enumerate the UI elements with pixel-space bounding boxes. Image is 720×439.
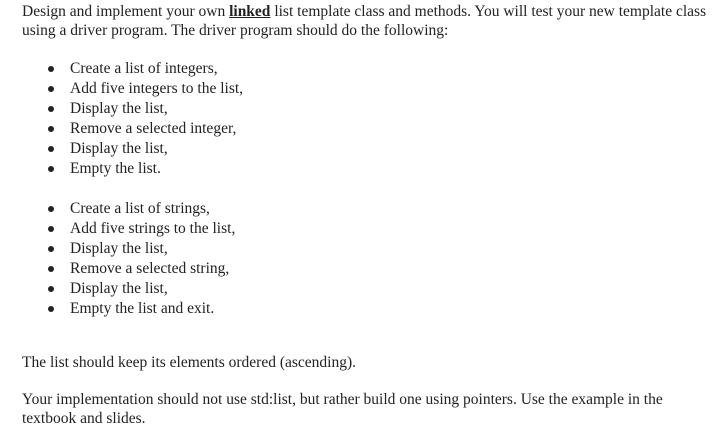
bullet-icon bbox=[48, 146, 54, 152]
bullet-icon bbox=[48, 306, 54, 312]
list-item bbox=[44, 299, 235, 319]
list-item bbox=[44, 219, 235, 239]
list-item bbox=[44, 99, 243, 119]
list-item bbox=[44, 239, 235, 259]
bullet-icon bbox=[48, 126, 54, 132]
implementation-paragraph: Your implementation should not use std:list, but rather build one using pointers. Use the example in the textbook and slides. bbox=[22, 391, 663, 427]
intro-highlight-linked: linked bbox=[229, 3, 271, 20]
intro-paragraph bbox=[22, 2, 714, 40]
intro-text-after: list template class and methods. You will test your new template class using a driver program. The driver program should do the following: bbox=[22, 3, 707, 39]
list-item-text: Remove a selected integer, bbox=[70, 120, 237, 137]
list-item-text: Add five strings to the list, bbox=[70, 220, 236, 237]
bullet-icon bbox=[48, 266, 54, 272]
list-item-text: Create a list of integers, bbox=[70, 60, 218, 77]
list-item bbox=[44, 119, 243, 139]
string-steps-list bbox=[44, 199, 235, 319]
bullet-icon bbox=[48, 86, 54, 92]
list-item bbox=[44, 159, 243, 179]
list-item-text: Display the list, bbox=[70, 280, 168, 297]
ordering-paragraph: The list should keep its elements ordered (ascending). bbox=[22, 354, 357, 371]
bullet-icon bbox=[48, 66, 54, 72]
list-item bbox=[44, 259, 235, 279]
list-item-text: Add five integers to the list, bbox=[70, 80, 244, 97]
list-item-text: Create a list of strings, bbox=[70, 200, 210, 217]
list-item bbox=[44, 139, 243, 159]
list-item bbox=[44, 79, 243, 99]
list-item-text: Display the list, bbox=[70, 100, 168, 117]
bullet-icon bbox=[48, 106, 54, 112]
integer-steps-list bbox=[44, 59, 243, 179]
bullet-icon bbox=[48, 206, 54, 212]
list-item-text: Remove a selected string, bbox=[70, 260, 230, 277]
list-item-text: Empty the list and exit. bbox=[70, 300, 215, 317]
bullet-icon bbox=[48, 286, 54, 292]
bullet-icon bbox=[48, 246, 54, 252]
bullet-icon bbox=[48, 226, 54, 232]
list-item-text: Empty the list. bbox=[70, 160, 161, 177]
list-item bbox=[44, 279, 235, 299]
list-item bbox=[44, 199, 235, 219]
list-item bbox=[44, 59, 243, 79]
bullet-icon bbox=[48, 166, 54, 172]
list-item-text: Display the list, bbox=[70, 240, 168, 257]
intro-text-before: Design and implement your own bbox=[22, 3, 230, 20]
list-item-text: Display the list, bbox=[70, 140, 168, 157]
